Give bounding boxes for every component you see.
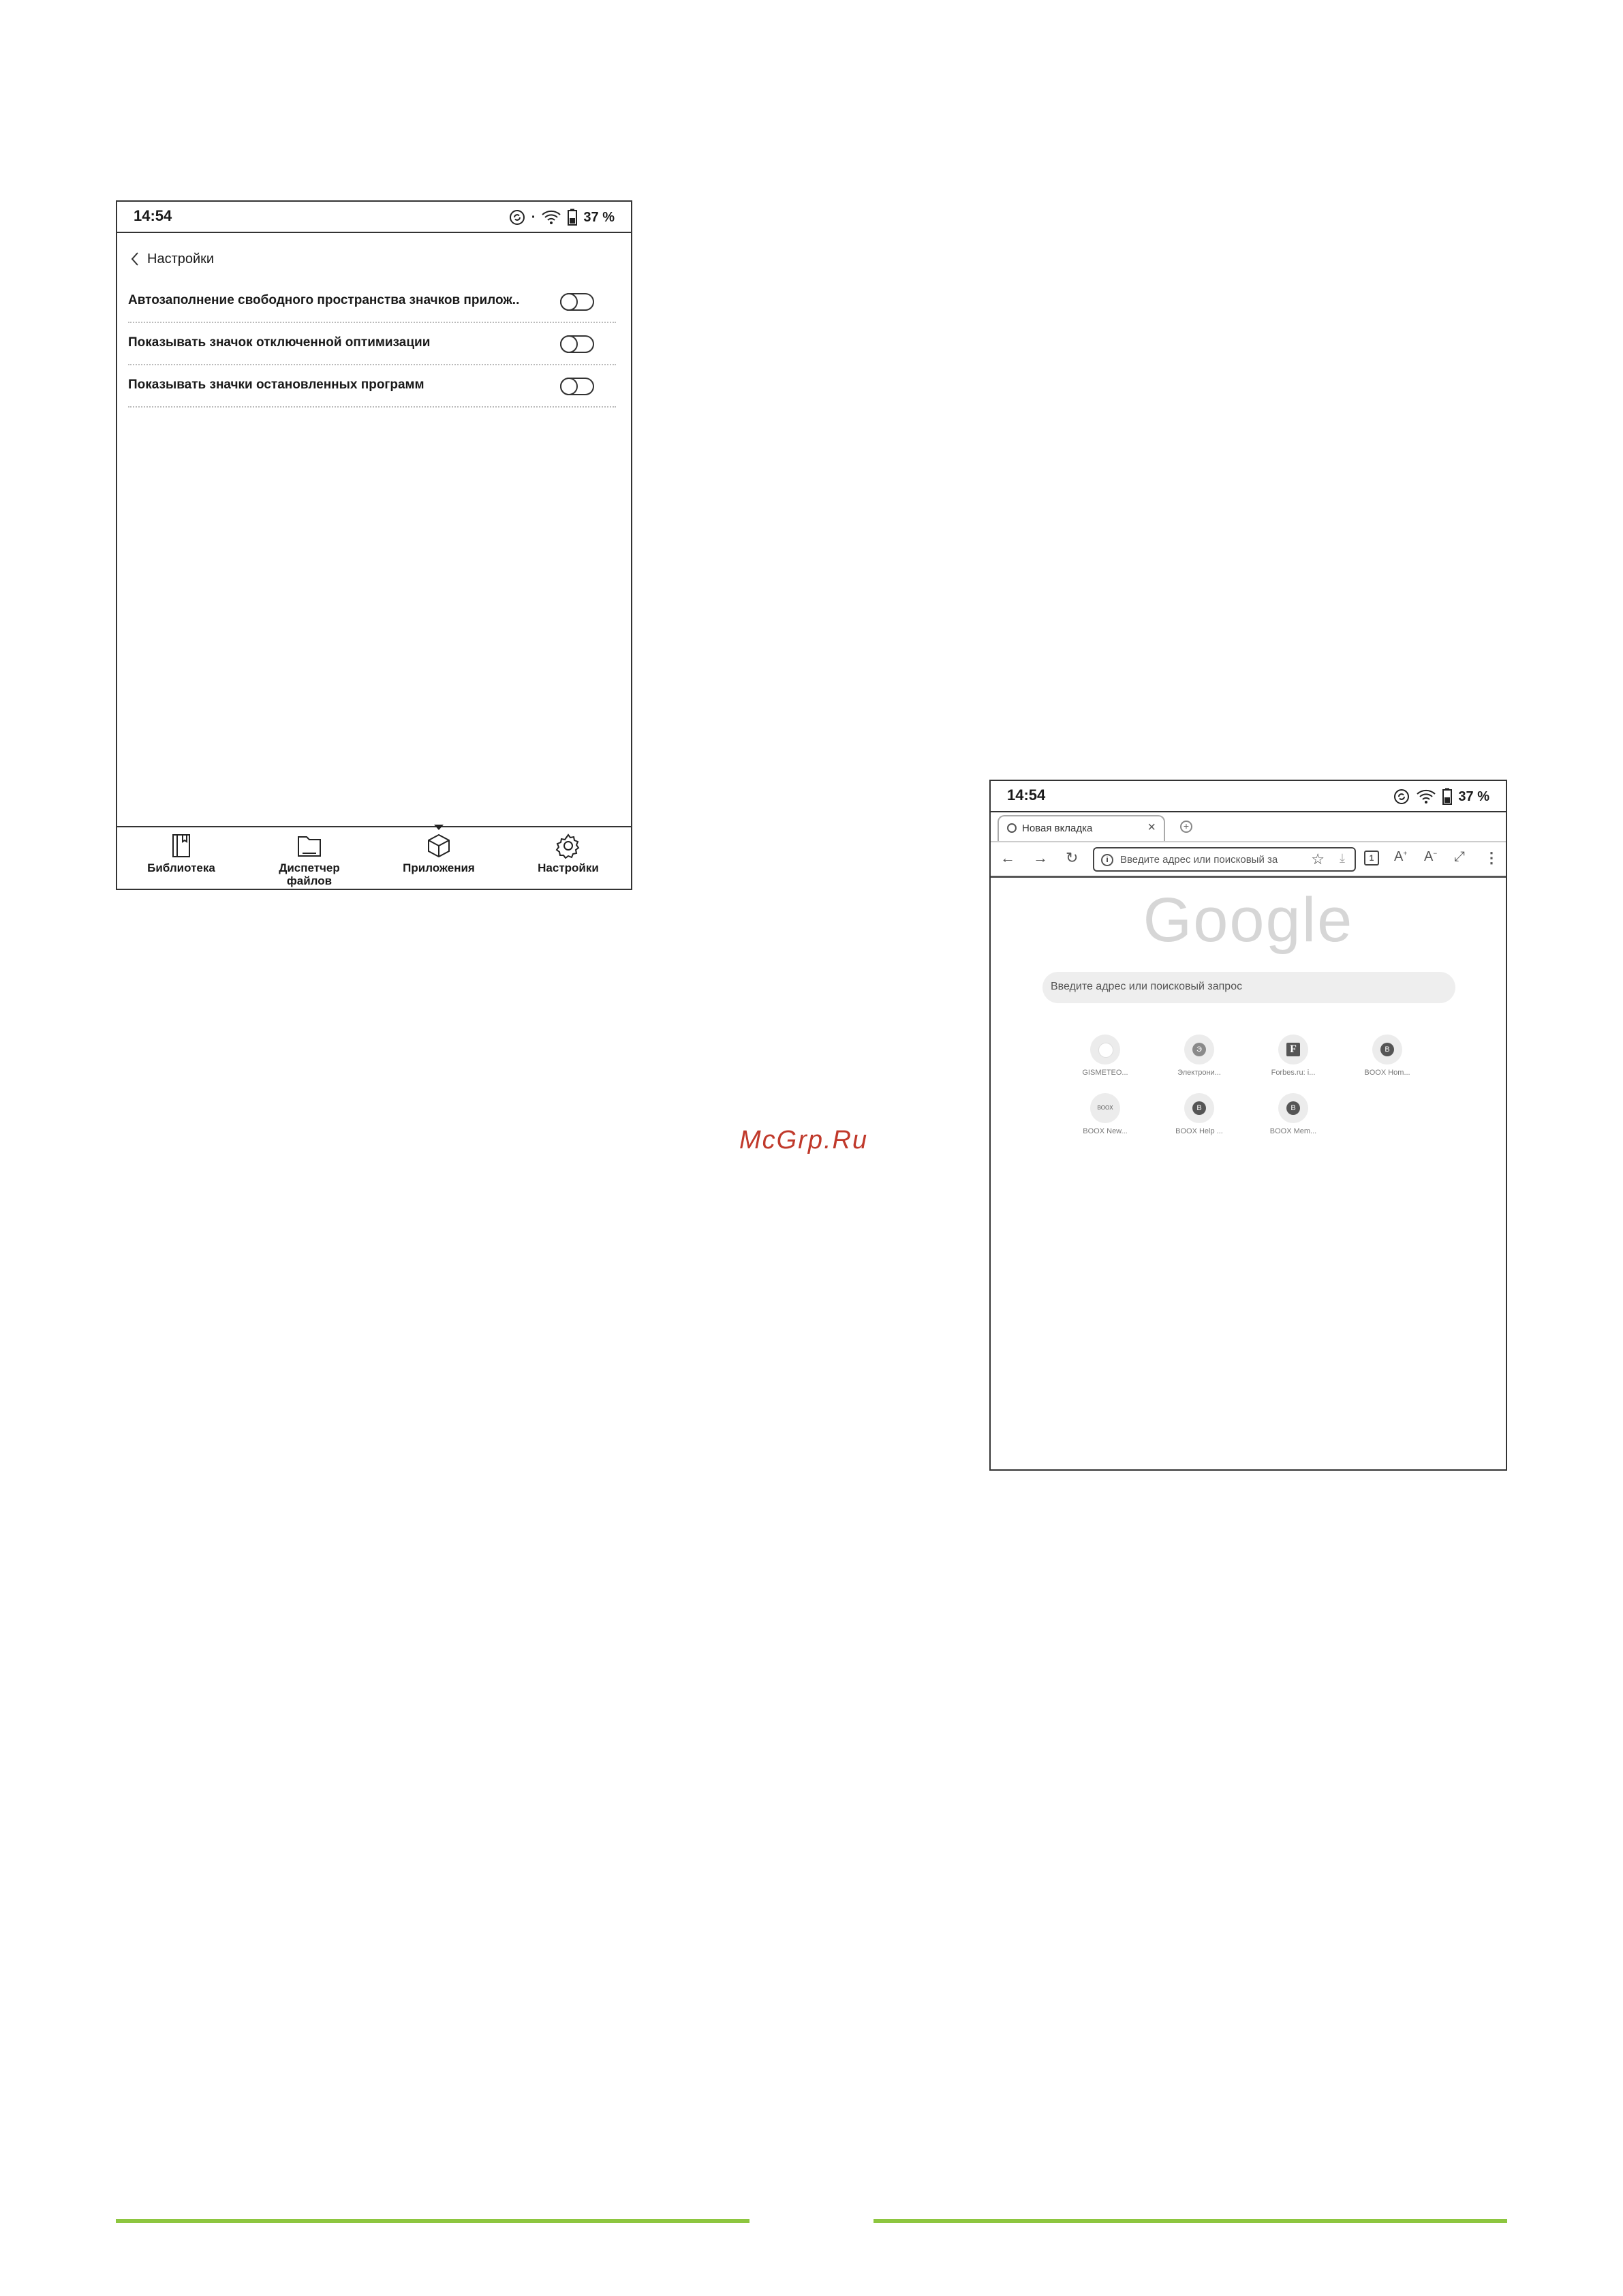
shortcut-label: BOOX New... [1083, 1127, 1128, 1135]
shortcut-tile[interactable] [1071, 1093, 1139, 1135]
tab-title: Новая вкладка [1022, 823, 1093, 834]
close-icon[interactable]: × [1147, 820, 1156, 835]
status-time: 14:54 [134, 207, 172, 224]
search-input[interactable] [1042, 972, 1455, 1003]
cube-icon [426, 833, 452, 859]
shortcut-tile[interactable] [1353, 1035, 1421, 1077]
sync-icon [1393, 788, 1410, 806]
battery-level: 37 % [1458, 789, 1489, 804]
footer-divider-left [116, 2219, 749, 2223]
globe-icon [1007, 823, 1017, 833]
footer-divider-right [874, 2219, 1507, 2223]
shortcut-glyph [1098, 1043, 1113, 1058]
star-icon[interactable]: ☆ [1311, 851, 1325, 868]
forward-arrow-icon[interactable]: → [1033, 849, 1048, 866]
shortcut-label: GISMETEO... [1082, 1069, 1128, 1077]
browser-tab[interactable] [998, 815, 1165, 841]
shortcut-glyph: B [1192, 1101, 1206, 1115]
setting-row-optimization-badge[interactable] [128, 323, 616, 365]
shortcut-tile[interactable] [1165, 1035, 1233, 1077]
nav-file-manager[interactable] [255, 833, 364, 887]
address-bar[interactable] [1093, 847, 1356, 872]
status-icons [1393, 785, 1489, 808]
battery-level: 37 % [583, 209, 615, 225]
shortcut-icon [1090, 1093, 1120, 1123]
setting-row-stopped-apps[interactable] [128, 365, 616, 408]
bottom-navigation [117, 826, 631, 889]
status-time: 14:54 [1007, 786, 1046, 803]
shortcut-tile[interactable] [1259, 1035, 1327, 1077]
watermark: McGrp.Ru [739, 1126, 869, 1154]
nav-label: Библиотека [147, 861, 215, 874]
tab-strip [991, 812, 1506, 841]
wifi-icon [1416, 789, 1436, 805]
back-arrow-icon[interactable]: ← [1000, 849, 1015, 866]
sync-icon [508, 209, 526, 226]
shortcut-glyph: B [1380, 1043, 1394, 1056]
settings-screen [116, 200, 632, 890]
shortcut-glyph: Э [1192, 1043, 1206, 1056]
toggle-switch[interactable] [560, 335, 594, 353]
shortcut-label: Forbes.ru: i... [1271, 1069, 1316, 1077]
shortcut-icon [1278, 1035, 1308, 1065]
reload-icon[interactable]: ↻ [1066, 849, 1079, 866]
shortcut-icon [1090, 1035, 1120, 1065]
nav-settings[interactable] [514, 833, 623, 874]
battery-icon [567, 209, 578, 226]
text-size-down-icon[interactable]: A− [1424, 849, 1438, 864]
active-tab-indicator [434, 825, 444, 830]
shortcut-label: BOOX Help ... [1175, 1127, 1223, 1135]
shortcut-glyph: B [1286, 1101, 1300, 1115]
shortcut-label: Электрони... [1177, 1069, 1221, 1077]
chevron-left-icon [129, 251, 140, 267]
toggle-switch[interactable] [560, 378, 594, 395]
shortcut-icon [1184, 1035, 1214, 1065]
shortcut-label: BOOX Mem... [1269, 1127, 1317, 1135]
nav-label: Приложения [403, 861, 475, 874]
shortcut-icon [1372, 1035, 1402, 1065]
shortcut-label: BOOX Hom... [1364, 1069, 1410, 1077]
address-input[interactable]: Введите адрес или поисковый за [1120, 854, 1278, 866]
setting-row-autofill[interactable] [128, 281, 616, 323]
setting-label: Показывать значок отключенной оптимизации [128, 335, 431, 350]
setting-label: Показывать значки остановленных программ [128, 378, 424, 392]
google-logo: Google [1143, 885, 1354, 955]
status-bar [991, 781, 1506, 812]
shortcut-glyph: F [1286, 1043, 1300, 1056]
shortcut-glyph: BOOX [1097, 1105, 1113, 1111]
battery-icon [1442, 788, 1453, 806]
wifi-icon [541, 209, 561, 226]
gear-icon [555, 833, 582, 859]
shortcut-tile[interactable] [1165, 1093, 1233, 1135]
tab-count-icon[interactable]: 1 [1364, 851, 1379, 866]
nav-label: Настройки [538, 861, 599, 874]
nav-applications[interactable] [384, 833, 493, 874]
download-icon[interactable]: ⤓ [1340, 851, 1345, 865]
back-button[interactable] [129, 247, 214, 271]
nav-label: Диспетчер файлов [279, 861, 340, 887]
menu-icon[interactable]: ⋮ [1484, 849, 1499, 866]
browser-screen [989, 780, 1507, 1471]
book-icon [169, 833, 194, 859]
nav-library[interactable] [127, 833, 236, 874]
page-title: Настройки [147, 251, 215, 266]
new-tab-icon[interactable]: + [1180, 821, 1192, 833]
fullscreen-icon[interactable]: ⤢ [1454, 849, 1465, 864]
folder-icon [296, 833, 323, 859]
shortcut-tile[interactable] [1071, 1035, 1139, 1077]
status-icons [508, 206, 615, 229]
text-size-up-icon[interactable]: A+ [1394, 849, 1408, 864]
shortcut-tile[interactable] [1259, 1093, 1327, 1135]
browser-toolbar [991, 841, 1506, 878]
status-bar [117, 202, 631, 233]
setting-label: Автозаполнение свободного пространства значков прилож.. [128, 293, 520, 307]
search-placeholder: Введите адрес или поисковый запрос [1051, 981, 1243, 992]
info-icon[interactable]: i [1101, 854, 1113, 866]
toggle-switch[interactable] [560, 293, 594, 311]
shortcut-icon [1278, 1093, 1308, 1123]
shortcut-icon [1184, 1093, 1214, 1123]
dot-separator: · [531, 209, 536, 225]
